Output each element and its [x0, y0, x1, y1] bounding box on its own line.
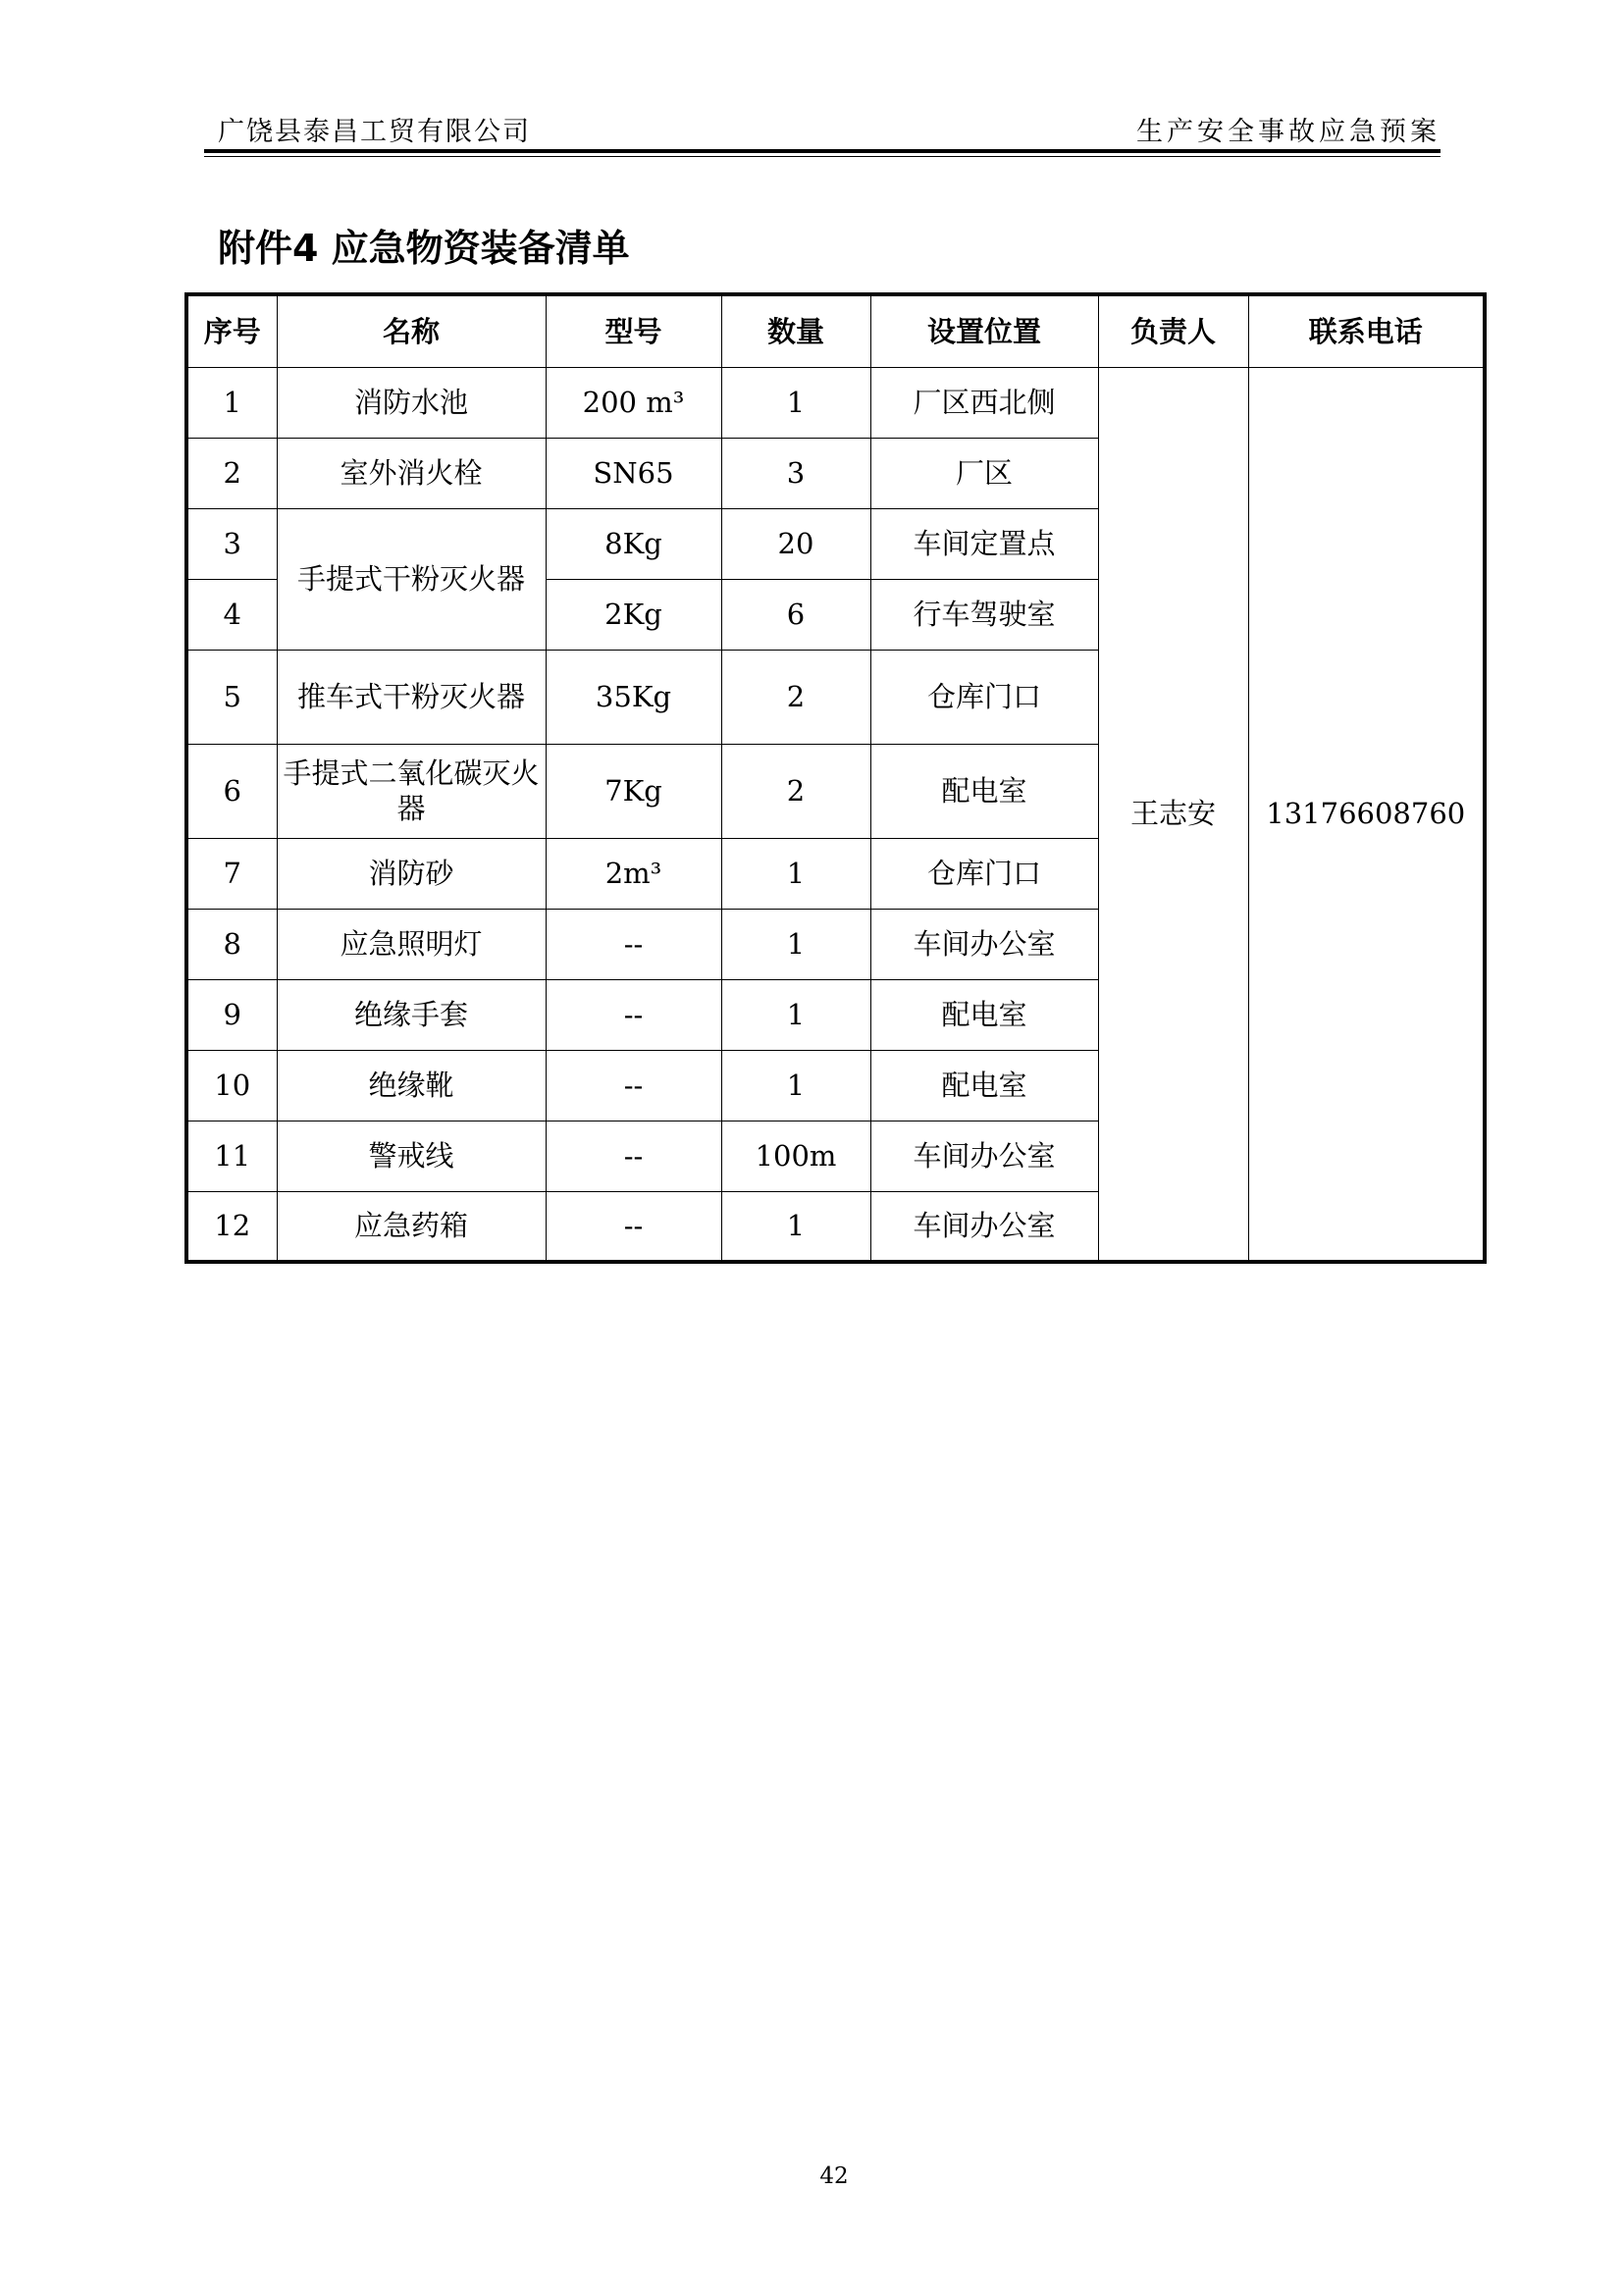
- column-header-responsible: 负责人: [1098, 294, 1248, 367]
- cell-no: 10: [186, 1050, 277, 1121]
- cell-no: 9: [186, 979, 277, 1050]
- cell-model: 200 m³: [546, 367, 721, 438]
- cell-model: 7Kg: [546, 744, 721, 838]
- column-header-qty: 数量: [721, 294, 870, 367]
- cell-name: 应急照明灯: [277, 909, 546, 979]
- cell-location: 配电室: [870, 979, 1098, 1050]
- cell-location: 配电室: [870, 1050, 1098, 1121]
- cell-location: 厂区西北侧: [870, 367, 1098, 438]
- cell-qty: 3: [721, 438, 870, 508]
- cell-model: --: [546, 1050, 721, 1121]
- cell-qty: 1: [721, 367, 870, 438]
- cell-model: 2m³: [546, 838, 721, 909]
- cell-qty: 1: [721, 979, 870, 1050]
- cell-qty: 2: [721, 650, 870, 744]
- cell-location: 车间办公室: [870, 1121, 1098, 1191]
- page-title: 附件4 应急物资装备清单: [218, 227, 630, 270]
- cell-qty: 100m: [721, 1121, 870, 1191]
- cell-no: 3: [186, 508, 277, 579]
- cell-name: 推车式干粉灭火器: [277, 650, 546, 744]
- header-doc-title: 生产安全事故应急预案: [1136, 117, 1441, 147]
- table-header-row: [186, 294, 1485, 367]
- cell-name: 手提式干粉灭火器: [277, 508, 546, 650]
- cell-name: 手提式二氧化碳灭火器: [277, 744, 546, 838]
- column-header-location: 设置位置: [870, 294, 1098, 367]
- cell-qty: 2: [721, 744, 870, 838]
- cell-name: 绝缘手套: [277, 979, 546, 1050]
- cell-location: 仓库门口: [870, 838, 1098, 909]
- column-header-no: 序号: [186, 294, 277, 367]
- cell-no: 8: [186, 909, 277, 979]
- cell-name: 消防砂: [277, 838, 546, 909]
- cell-phone: 13176608760: [1248, 367, 1485, 1262]
- cell-no: 1: [186, 367, 277, 438]
- cell-model: 8Kg: [546, 508, 721, 579]
- cell-no: 2: [186, 438, 277, 508]
- column-header-phone: 联系电话: [1248, 294, 1485, 367]
- cell-name: 消防水池: [277, 367, 546, 438]
- header-rule-thick: [204, 149, 1441, 153]
- equipment-table: [184, 292, 1487, 1264]
- cell-qty: 1: [721, 909, 870, 979]
- cell-qty: 1: [721, 1191, 870, 1262]
- cell-no: 12: [186, 1191, 277, 1262]
- cell-model: 2Kg: [546, 579, 721, 650]
- cell-name: 警戒线: [277, 1121, 546, 1191]
- cell-responsible-person: 王志安: [1098, 367, 1248, 1262]
- cell-location: 厂区: [870, 438, 1098, 508]
- cell-model: --: [546, 979, 721, 1050]
- header-company: 广饶县泰昌工贸有限公司: [218, 117, 531, 147]
- cell-qty: 1: [721, 838, 870, 909]
- cell-name: 绝缘靴: [277, 1050, 546, 1121]
- cell-no: 4: [186, 579, 277, 650]
- cell-qty: 6: [721, 579, 870, 650]
- cell-model: --: [546, 1191, 721, 1262]
- cell-location: 行车驾驶室: [870, 579, 1098, 650]
- cell-no: 5: [186, 650, 277, 744]
- cell-model: --: [546, 909, 721, 979]
- cell-qty: 1: [721, 1050, 870, 1121]
- cell-model: 35Kg: [546, 650, 721, 744]
- cell-location: 车间定置点: [870, 508, 1098, 579]
- cell-location: 仓库门口: [870, 650, 1098, 744]
- column-header-name: 名称: [277, 294, 546, 367]
- cell-name: 室外消火栓: [277, 438, 546, 508]
- cell-model: SN65: [546, 438, 721, 508]
- cell-name: 应急药箱: [277, 1191, 546, 1262]
- table-row: [186, 367, 1485, 438]
- header-rule-thin: [204, 156, 1441, 157]
- cell-location: 车间办公室: [870, 909, 1098, 979]
- cell-qty: 20: [721, 508, 870, 579]
- cell-no: 6: [186, 744, 277, 838]
- cell-no: 7: [186, 838, 277, 909]
- column-header-model: 型号: [546, 294, 721, 367]
- cell-model: --: [546, 1121, 721, 1191]
- cell-no: 11: [186, 1121, 277, 1191]
- cell-location: 车间办公室: [870, 1191, 1098, 1262]
- cell-location: 配电室: [870, 744, 1098, 838]
- page-number: 42: [819, 2164, 849, 2189]
